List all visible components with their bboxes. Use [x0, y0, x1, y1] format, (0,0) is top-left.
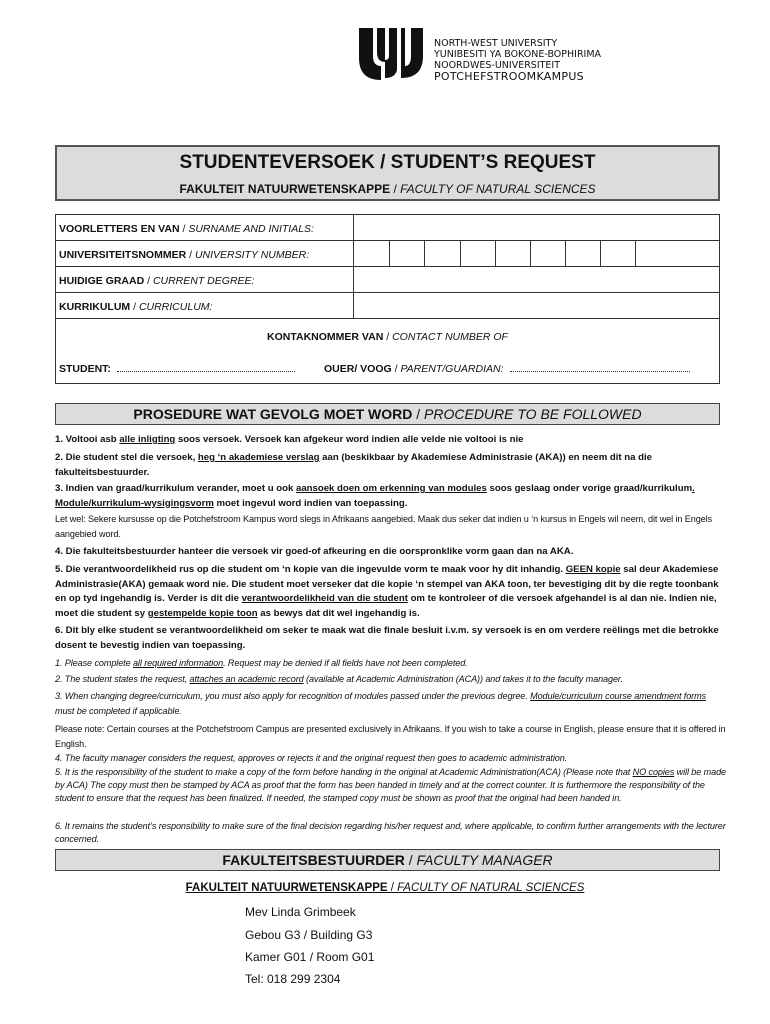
title-box	[55, 145, 720, 201]
form-title: STUDENTEVERSOEK / STUDENT’S REQUEST	[179, 152, 596, 173]
procedure-af-note: Let wel: Sekere kursusse op die Potchefstroom Kampus word slegs in Afrikaans aangebied. Maak dus seker dat indien u ‘n kursus in Engels wil neem, dit wel in Engels aangebied word.	[55, 514, 712, 539]
digit-box	[600, 241, 601, 267]
procedure-en-1: 1. Please complete all required information. Request may be denied if all fields have not been completed.	[55, 658, 468, 668]
university-name-tn: YUNIBESITI YA BOKONE-BOPHIRIMA	[434, 49, 602, 60]
parent-contact-field[interactable]	[510, 363, 690, 372]
current-degree-label: HUIDIGE GRAAD / CURRENT DEGREE:	[56, 267, 356, 293]
university-logo	[355, 22, 427, 84]
surname-label: VOORLETTERS EN VAN / SURNAME AND INITIALS:	[56, 215, 356, 241]
campus-name: POTCHEFSTROOMKAMPUS	[434, 70, 584, 83]
current-degree-field[interactable]	[354, 267, 720, 293]
manager-building: Gebou G3 / Building G3	[245, 928, 373, 942]
digit-box	[460, 241, 461, 267]
contact-number-heading: KONTAKNOMMER VAN / CONTACT NUMBER OF	[267, 331, 508, 343]
student-info-table	[55, 214, 720, 384]
university-name-af: NOORDWES-UNIVERSITEIT	[434, 60, 561, 71]
procedure-en-5: 5. It is the responsibility of the student to make a copy of the form before handing in the original at Academic Administration(ACA) (Please note that NO copies will be made by ACA) The copy must then be stamped by ACA as proof that the form has been handed in timely and at the correct counter. It is furthermore the responsibility of the student to ensure that the request has been finalized. If needed, the stamped copy must be shown as proof that the original had been handed in.	[55, 767, 726, 803]
manager-room: Kamer G01 / Room G01	[245, 950, 375, 964]
faculty-af: FAKULTEIT NATUURWETENSKAPPE	[179, 182, 391, 196]
curriculum-label: KURRIKULUM / CURRICULUM:	[56, 293, 356, 319]
curriculum-field[interactable]	[354, 293, 720, 319]
procedure-en-note: Please note: Certain courses at the Potchefstroom Campus are presented exclusively in Afrikaans. If you wish to take a course in English, please ensure that it is offered in English.	[55, 724, 726, 749]
manager-name: Mev Linda Grimbeek	[245, 905, 356, 919]
university-name-block	[434, 38, 601, 82]
student-contact: STUDENT:	[59, 363, 295, 375]
digit-box	[389, 241, 390, 267]
faculty-subtitle	[57, 182, 718, 196]
procedure-en-2: 2. The student states the request, attaches an academic record (available at Academic Administration (ACA)) and takes it to the faculty manager.	[55, 674, 623, 684]
procedure-af-6: 6. Dit bly elke student se verantwoordelikheid om seker te maak wat die finale besluit i.v.m. sy versoek is en om verdere reëlings met die betrokke dosent te bevestig indien van toepassing.	[55, 625, 719, 651]
procedure-heading: PROSEDURE WAT GEVOLG MOET WORD / PROCEDURE TO BE FOLLOWED	[55, 403, 720, 425]
faculty-en: FACULTY OF NATURAL SCIENCES	[400, 182, 596, 196]
manager-tel: Tel: 018 299 2304	[245, 972, 341, 986]
faculty-separator: /	[390, 182, 401, 196]
university-number-field[interactable]	[354, 241, 720, 267]
procedure-en-4: 4. The faculty manager considers the request, approves or rejects it and the original request then goes to academic administration.	[55, 753, 568, 763]
procedure-af-2: 2. Die student stel die versoek, heg ‘n akademiese verslag aan (beskikbaar by Akademiese Administrasie (AKA)) en neem dit na die fakulteitsbestuurder.	[55, 452, 653, 478]
digit-box	[565, 241, 566, 267]
manager-faculty-line: FAKULTEIT NATUURWETENSKAPPE / FACULTY OF NATURAL SCIENCES	[185, 882, 585, 894]
digit-box	[635, 241, 636, 267]
parent-contact: OUER/ VOOG / PARENT/GUARDIAN:	[324, 363, 690, 375]
digit-box	[424, 241, 425, 267]
university-name-en: NORTH-WEST UNIVERSITY	[434, 38, 558, 49]
surname-field[interactable]	[354, 215, 720, 241]
digit-box	[530, 241, 531, 267]
procedure-en-6: 6. It remains the student’s responsibility to make sure of the final decision regarding his/her request and, where applicable, to confirm further arrangements with the lecturer concerned.	[55, 821, 726, 844]
student-contact-field[interactable]	[117, 363, 295, 372]
procedure-af-4: 4. Die fakulteitsbestuurder hanteer die versoek vir goed-of afkeuring en die oorspronklike vorm gaan dan na AKA.	[55, 546, 574, 557]
procedure-af-3: 3. Indien van graad/kurrikulum verander, moet u ook aansoek doen om erkenning van modules soos geslaag onder vorige graad/kurrikulum. Module/kurrikulum-wysigingsvorm moet ingevul word indien van toepassing.	[55, 483, 695, 509]
university-number-label: UNIVERSITEITSNOMMER / UNIVERSITY NUMBER:	[56, 241, 356, 267]
input-column	[353, 215, 719, 319]
procedure-en-3: 3. When changing degree/curriculum, you must also apply for recognition of modules passed under the previous degree. Module/curriculum course amendment forms must be completed if applicable.	[55, 691, 707, 716]
digit-box	[495, 241, 496, 267]
faculty-manager-heading: FAKULTEITSBESTUURDER / FACULTY MANAGER	[55, 849, 720, 871]
procedure-af-5: 5. Die verantwoordelikheid rus op die student om ‘n kopie van die ingevulde vorm te maak voor hy dit inhandig. GEEN kopie sal deur Akademiese Administrasie(AKA) gemaak word nie. Die student moet verseker dat die kopie ‘n stempel van AKA toon, ter bevestiging dit by die regte toonbank en op tyd ingehandig is. Verder is dit die verantwoordelikheid van die student om te kontroleer of die versoek afgehandel is al dan nie. Indien nie, moet die student sy gestempelde kopie toon as bewys dat dit wel ingehandig is.	[55, 564, 719, 619]
procedure-af-1: 1. Voltooi asb alle inligting soos versoek. Versoek kan afgekeur word indien alle velde nie voltooi is nie	[55, 434, 524, 445]
